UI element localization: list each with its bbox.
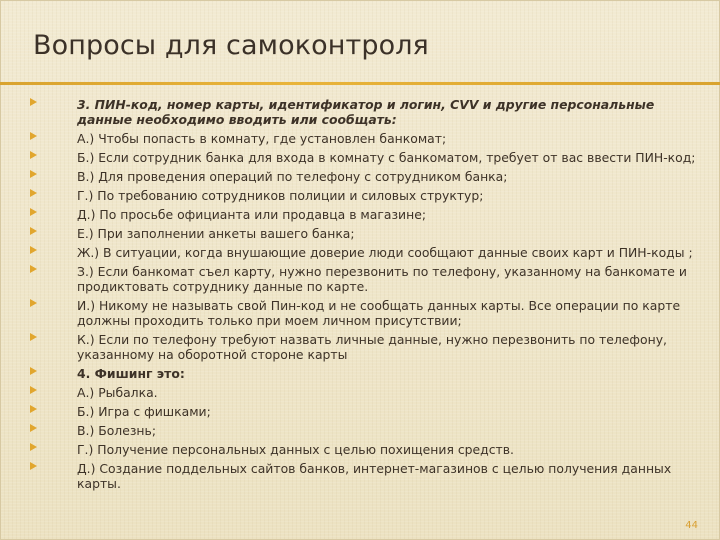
item-text: И.) Никому не называть свой Пин-код и не сообщать данных карты. Все операции по карте должны проходить только при моем личном присутствии; — [77, 298, 681, 328]
triangle-bullet-icon — [30, 170, 37, 178]
bullet-list — [30, 97, 706, 491]
answer-option — [30, 442, 706, 457]
triangle-bullet-icon — [30, 333, 37, 341]
answer-option — [30, 226, 706, 241]
answer-option — [30, 150, 706, 165]
answer-option — [30, 332, 706, 362]
item-text: Г.) Получение персональных данных с целью похищения средств. — [77, 442, 514, 457]
item-text: З.) Если банкомат съел карту, нужно перезвонить по телефону, указанному на банкомате и продиктовать сотруднику данные по карте. — [77, 264, 687, 294]
item-text: В.) Болезнь; — [77, 423, 157, 438]
item-text: Д.) Создание поддельных сайтов банков, интернет-магазинов с целью получения данных карты. — [77, 461, 672, 491]
item-text: Б.) Игра с фишками; — [77, 404, 211, 419]
item-text: 4. Фишинг это: — [77, 366, 185, 381]
answer-option — [30, 404, 706, 419]
triangle-bullet-icon — [30, 265, 37, 273]
item-text: А.) Чтобы попасть в комнату, где установлен банкомат; — [77, 131, 447, 146]
page-number: 44 — [685, 520, 698, 531]
answer-option — [30, 461, 706, 491]
slide-content — [30, 97, 706, 495]
triangle-bullet-icon — [30, 208, 37, 216]
item-text: Г.) По требованию сотрудников полиции и силовых структур; — [77, 188, 484, 203]
triangle-bullet-icon — [30, 132, 37, 140]
question-3-heading — [30, 97, 706, 127]
triangle-bullet-icon — [30, 424, 37, 432]
item-text: Д.) По просьбе официанта или продавца в магазине; — [77, 207, 427, 222]
answer-option — [30, 298, 706, 328]
triangle-bullet-icon — [30, 151, 37, 159]
answer-option — [30, 188, 706, 203]
answer-option — [30, 385, 706, 400]
title-divider — [0, 82, 720, 85]
triangle-bullet-icon — [30, 405, 37, 413]
triangle-bullet-icon — [30, 227, 37, 235]
answer-option — [30, 264, 706, 294]
item-text: Б.) Если сотрудник банка для входа в комнату с банкоматом, требует от вас ввести ПИН-код; — [77, 150, 696, 165]
answer-option — [30, 169, 706, 184]
answer-option — [30, 245, 706, 260]
item-text: А.) Рыбалка. — [77, 385, 158, 400]
item-text: Ж.) В ситуации, когда внушающие доверие люди сообщают данные своих карт и ПИН-коды ; — [77, 245, 693, 260]
triangle-bullet-icon — [30, 189, 37, 197]
triangle-bullet-icon — [30, 462, 37, 470]
slide-title: Вопросы для самоконтроля — [33, 30, 429, 61]
triangle-bullet-icon — [30, 98, 37, 106]
triangle-bullet-icon — [30, 367, 37, 375]
question-4-heading — [30, 366, 706, 381]
triangle-bullet-icon — [30, 386, 37, 394]
triangle-bullet-icon — [30, 246, 37, 254]
answer-option — [30, 423, 706, 438]
triangle-bullet-icon — [30, 299, 37, 307]
item-text: Е.) При заполнении анкеты вашего банка; — [77, 226, 355, 241]
item-text: В.) Для проведения операций по телефону с сотрудником банка; — [77, 169, 508, 184]
answer-option — [30, 207, 706, 222]
answer-option — [30, 131, 706, 146]
item-text: К.) Если по телефону требуют назвать личные данные, нужно перезвонить по телефону, указанному на оборотной стороне карты — [77, 332, 667, 362]
triangle-bullet-icon — [30, 443, 37, 451]
item-text: 3. ПИН-код, номер карты, идентификатор и логин, CVV и другие персональные данные необходимо вводить или сообщать: — [77, 97, 655, 127]
